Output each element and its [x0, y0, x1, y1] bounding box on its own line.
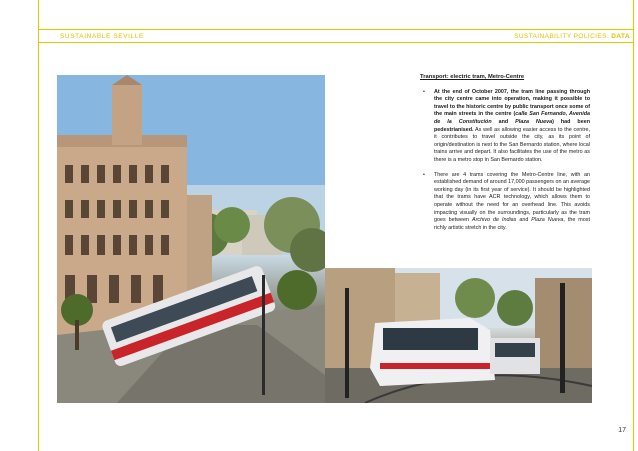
- header-rule: [38, 42, 634, 43]
- page-number: 17: [618, 427, 626, 434]
- top-rule: [38, 0, 634, 30]
- body-text: and: [516, 217, 532, 224]
- photo-street-tram: [57, 75, 325, 403]
- photo-tram-closeup: [325, 268, 592, 403]
- bullet-paragraph: [420, 89, 590, 165]
- bold-text: and: [491, 118, 516, 125]
- bullet-icon: •: [423, 88, 425, 95]
- italic-plaza: Plaza Nueva: [515, 118, 553, 125]
- italic-place: Archivo de Indias: [472, 217, 517, 224]
- tram-closeup-illustration: [325, 268, 592, 403]
- bullet-paragraph: [420, 172, 590, 233]
- street-scene-illustration: [57, 75, 325, 403]
- section-title: Transport: electric tram, Metro-Centre: [420, 74, 525, 80]
- article-column: [420, 74, 590, 239]
- running-header-left: SUSTAINABLE SEVILLE: [60, 33, 144, 40]
- data-tag: DATA: [611, 33, 630, 40]
- bold-text: ) had been pedestrianised.: [434, 118, 590, 133]
- bullet-icon: •: [423, 171, 425, 178]
- italic-street-names: calle San Fernando, Avenida de la Constitución: [434, 111, 590, 125]
- italic-place: Plaza Nueva: [531, 217, 564, 224]
- section-label: SUSTAINABILITY POLICIES.: [514, 33, 610, 40]
- body-text: As well as allowing easier access to the centre, it contributes to travel outside the city, as its point of origin/destination is next to the San Bernardo station, where local trains arrive and depart. It also facilitates the use of the metro as there is a metro stop in San Bernardo station.: [434, 126, 590, 163]
- bold-text: At the end of October 2007, the tram line passing through the city centre came into operation, making it possible to travel to the historic centre by public transport once some of the main streets in the centre (: [434, 88, 590, 118]
- body-text: There are 4 trams covering the Metro-Centre line, with an established demand of around 17,000 passengers on an average working day (in its first year of service). It should be highlighted that the trams have ACR technology, which allows them to operate without the need for an overhead line. This avoids impacting visually on the surroundings, particularly as the tram goes between: [434, 171, 590, 224]
- body-text: , the most richly artistic stretch in the city.: [434, 217, 590, 231]
- running-header-right: [514, 33, 630, 40]
